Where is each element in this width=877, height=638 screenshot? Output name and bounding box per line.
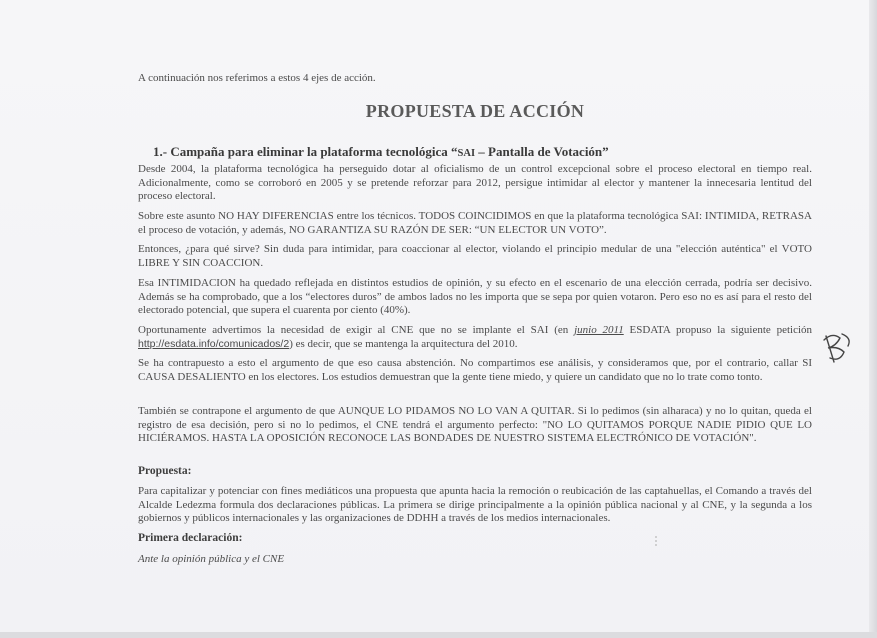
paragraph-3: Entonces, ¿para qué sirve? Sin duda para intimidar, para coaccionar al elector, violando el principio medular de una "elección auténtica" el VOTO LIBRE Y SIN COACCION. [138,243,812,269]
paragraph-5 [138,324,812,351]
paragraph-4: Esa INTIMIDACION ha quedado reflejada en distintos estudios de opinión, y su efecto en el escenario de una elección cerrada, podría ser decisivo. Además se ha comprobado, que a los “electores duros” de ambos lados no les importa que se sepa por quien votaron. Pero eso no es así para el resto del electorado potencial, que supera el cuarenta por ciento (40%). [138,277,812,317]
intro-line: A continuación nos referimos a estos 4 ejes de acción. [138,72,376,84]
heading-sai: SAI [457,148,476,159]
p5-text-a: Oportunamente advertimos la necesidad de exigir al CNE que no se implante el SAI (en [138,324,575,336]
section-heading [153,144,609,160]
heading-suffix: – Pantalla de Votación” [475,144,609,159]
handwritten-initials [818,328,858,368]
page-edge-right [869,0,877,638]
page-edge-bottom [0,632,877,638]
page-title: PROPUESTA DE ACCIÓN [365,101,585,121]
p5-text-b: ESDATA propuso la siguiente petición [623,324,813,336]
p5-text-c: ) es decir, que se mantenga la arquitectura del 2010. [289,337,518,350]
paragraph-6: Se ha contrapuesto a esto el argumento de que eso causa abstención. No compartimos ese análisis, y consideramos que, por el contrario, callar SI CAUSA DESALIENTO en los electores. Los estudios demuestran que la gente tiene miedo, y quiere un candidato que no lo trate como tonto. [138,357,812,383]
paragraph-7: También se contrapone el argumento de que AUNQUE LO PIDAMOS NO LO VAN A QUITAR. Si lo pedimos (sin alharaca) y no lo quitan, queda el registro de esa decisión, pero si no lo pedimos, el CNE tendrá el argumento perfecto: "NO LO QUITAMOS PORQUE NADIE PIDIO QUE LO HICIÉRAMOS. HASTA LA OPOSICIÓN RECONOCE LAS BONDADES DE NUESTRO SISTEMA ELECTRÓNICO DE VOTACIÓN". [138,405,812,445]
esdata-link[interactable]: http://esdata.info/comunicados/2 [138,337,290,350]
heading-prefix: 1.- Campaña para eliminar la plataforma tecnológica “ [153,144,458,159]
p5-date: junio 2011 [574,324,624,336]
paragraph-1: Desde 2004, la plataforma tecnológica ha perseguido dotar al oficialismo de un control excepcional sobre el proceso electoral en tiempo real. Adicionalmente, como se corroboró en 2005 y se pretende reforzar para 2012, persigue intimidar al elector y mantener la innecesaria lentitud del proceso electoral. [138,163,812,203]
primera-declaracion-label: Primera declaración: [138,532,243,544]
closing-italic-line: Ante la opinión pública y el CNE [138,553,285,565]
propuesta-label: Propuesta: [138,465,192,477]
scan-speck [655,536,657,548]
paragraph-8: Para capitalizar y potenciar con fines mediáticos una propuesta que apunta hacia la remoción o reubicación de las captahuellas, el Comando a través del Alcalde Ledezma formula dos declaraciones públicas. La primera se dirige principalmente a la opinión pública nacional y al CNE, y la segunda a los gobiernos y públicos internacionales y las organizaciones de DDHH a través de los medios internacionales. [138,485,812,525]
paragraph-2: Sobre este asunto NO HAY DIFERENCIAS entre los técnicos. TODOS COINCIDIMOS en que la plataforma tecnológica SAI: INTIMIDA, RETRASA el proceso de votación, y además, NO GARANTIZA SU RAZÓN DE SER: “UN ELECTOR UN VOTO”. [138,210,812,236]
